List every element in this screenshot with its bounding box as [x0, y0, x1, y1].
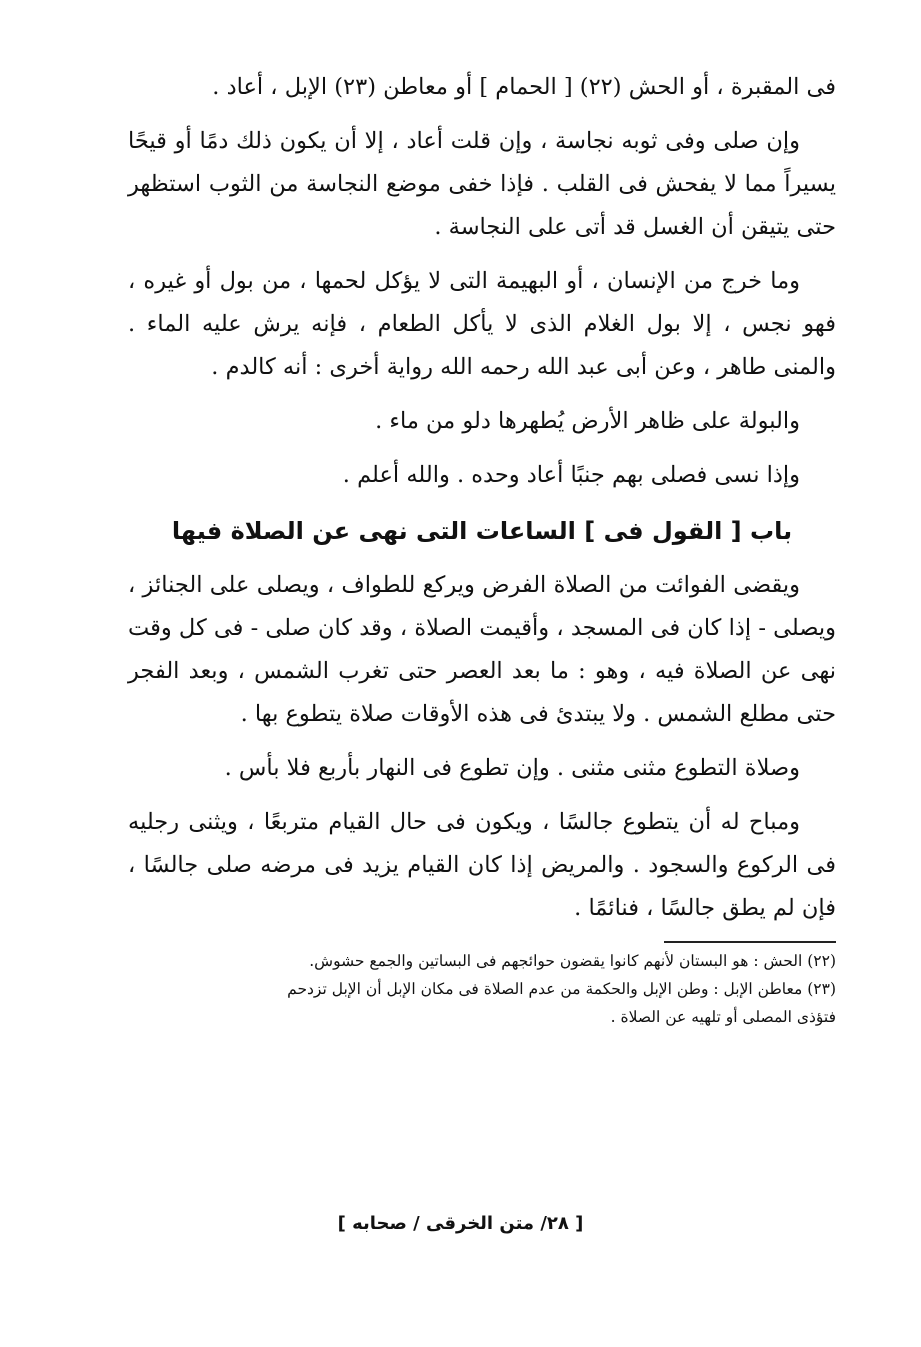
paragraph-8: ومباح له أن يتطوع جالسًا ، ويكون فى حال القيام متربعًا ، ويثنى رجليه فى الركوع والسجود . والمريض إذا كان القيام يزيد فى مرضه صلى جالسًا ، فإن لم يطق جالسًا ، فنائمًا . — [128, 809, 836, 921]
paragraph-1: فى المقبرة ، أو الحش (٢٢) [ الحمام ] أو معاطن (٢٣) الإبل ، أعاد . — [212, 74, 836, 100]
page-body — [128, 66, 836, 1031]
paragraph-3: وما خرج من الإنسان ، أو البهيمة التى لا يؤكل لحمها ، من بول أو غيره ، فهو نجس ، إلا بول الغلام الذى لا يأكل الطعام ، فإنه يرش عليه الماء . والمنى طاهر ، وعن أبى عبد الله رحمه الله رواية أخرى : أنه كالدم . — [128, 268, 836, 380]
footnote-23-line-1: (٢٣) معاطن الإبل : وطن الإبل والحكمة من عدم الصلاة فى مكان الإبل أن الإبل تزدحم — [287, 980, 836, 998]
section-heading: باب [ القول فى ] الساعات التى نهى عن الصلاة فيها — [171, 517, 793, 545]
footnotes — [128, 947, 836, 1031]
paragraph-4: والبولة على ظاهر الأرض يُطهرها دلو من ماء . — [375, 408, 800, 434]
paragraph-2: وإن صلى وفى ثوبه نجاسة ، وإن قلت أعاد ، إلا أن يكون ذلك دمًا أو قيحًا يسيراً مما لا يفحش فى القلب . فإذا خفى موضع النجاسة من الثوب استظهر حتى يتيقن أن الغسل قد أتى على النجاسة . — [128, 128, 836, 240]
footnote-23-line-2: فتؤذى المصلى أو تلهيه عن الصلاة . — [610, 1008, 836, 1026]
paragraph-7: وصلاة التطوع مثنى مثنى . وإن تطوع فى النهار بأربع فلا بأس . — [224, 755, 800, 781]
footnote-22: (٢٢) الحش : هو البستان لأنهم كانوا يقضون حوائجهم فى البساتين والجمع حشوش. — [309, 952, 836, 970]
footnote-divider — [664, 941, 836, 943]
page-footer: [ ٢٨/ متن الخرقى / صحابه ] — [337, 1213, 584, 1234]
paragraph-5: وإذا نسى فصلى بهم جنبًا أعاد وحده . والله أعلم . — [342, 462, 800, 488]
paragraph-6: ويقضى الفوائت من الصلاة الفرض ويركع للطواف ، ويصلى على الجنائز ، ويصلى - إذا كان فى المسجد ، وأقيمت الصلاة ، وقد كان صلى - فى كل وقت نهى عن الصلاة فيه ، وهو : ما بعد العصر حتى تغرب الشمس ، وبعد الفجر حتى مطلع الشمس . ولا يبتدئ فى هذه الأوقات صلاة يتطوع بها . — [128, 572, 836, 727]
